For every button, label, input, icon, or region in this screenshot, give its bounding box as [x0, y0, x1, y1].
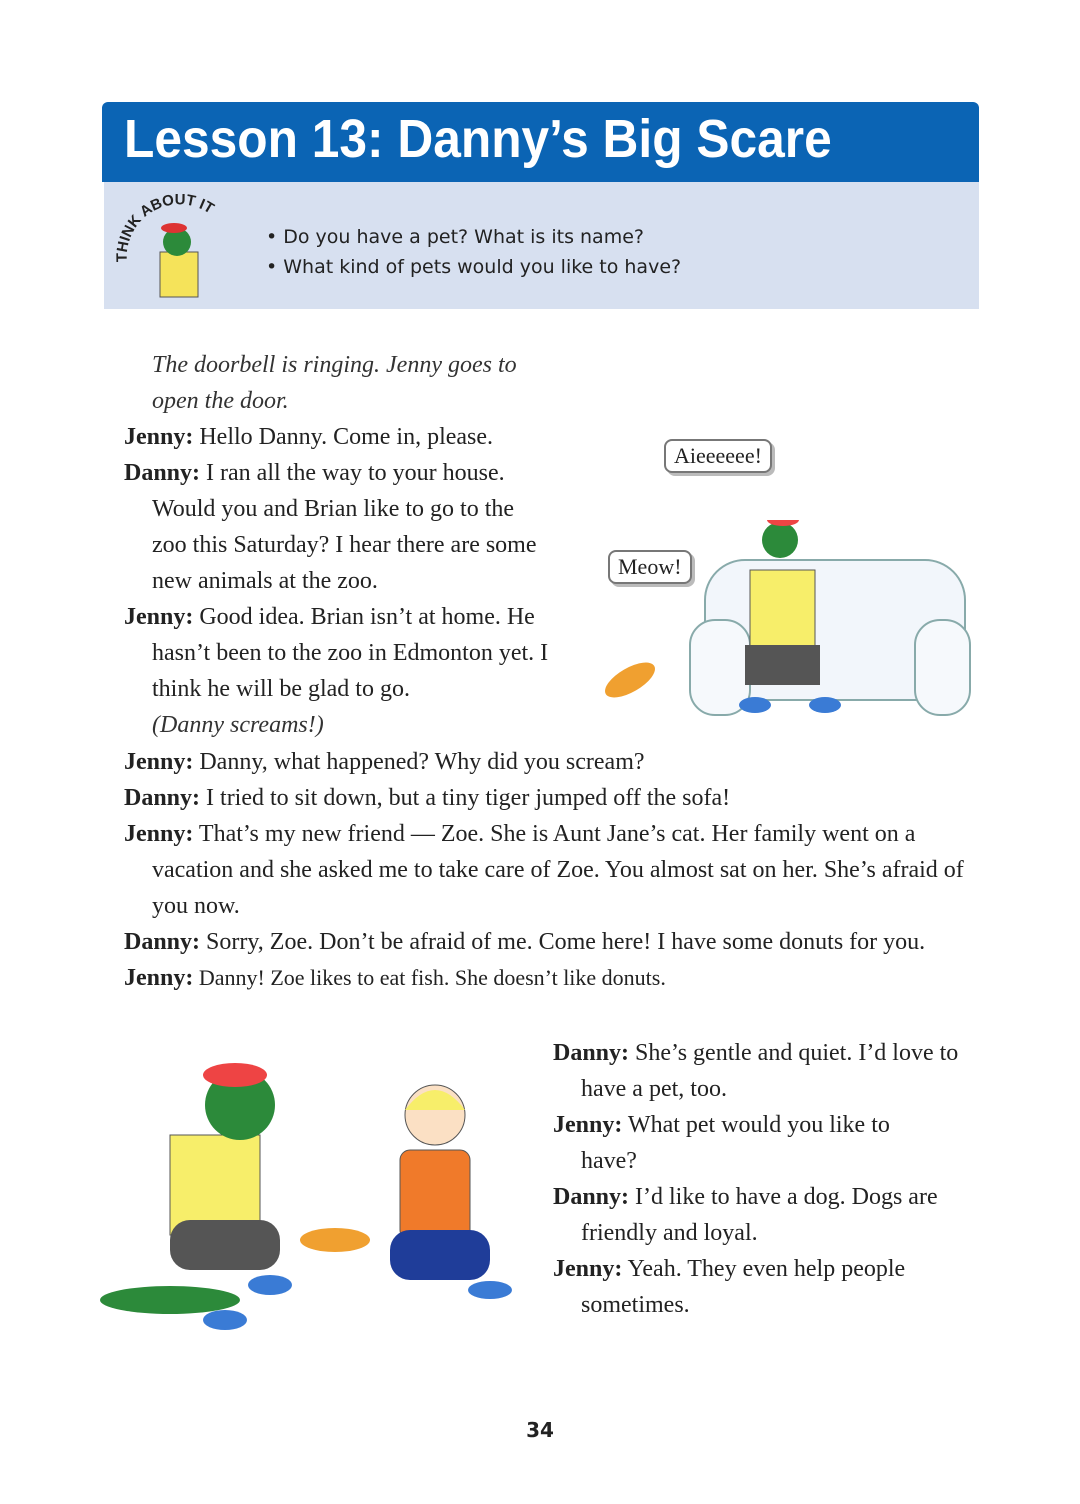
lesson-title-bar	[102, 102, 979, 182]
think-questions	[266, 222, 681, 282]
dialogue-line: Jenny: Danny! Zoe likes to eat fish. She doesn’t like donuts.	[124, 965, 666, 991]
dialogue-line: Jenny: Yeah. They even help people sometimes.	[553, 1256, 906, 1318]
dialogue-line: Jenny: Hello Danny. Come in, please.	[124, 424, 494, 450]
dialogue-line: Jenny: Good idea. Brian isn’t at home. He hasn’t been to the zoo in Edmonton yet. I think he will be glad to go.	[124, 604, 549, 702]
dialogue-line: Danny: She’s gentle and quiet. I’d love to have a pet, too.	[553, 1040, 959, 1102]
dialogue-line: Danny: I ran all the way to your house. Would you and Brian like to go to the zoo this Saturday? I hear there are some new animals at the zoo.	[124, 460, 537, 594]
speech-bubble-cat: Meow!	[608, 550, 692, 584]
question-item: • Do you have a pet? What is its name?	[266, 222, 681, 252]
think-about-it-logo-icon	[112, 192, 242, 302]
stage-direction: (Danny screams!)	[152, 712, 324, 738]
think-about-it-box	[104, 182, 979, 309]
dialogue-line: Danny: Sorry, Zoe. Don’t be afraid of me. Come here! I have some donuts for you.	[124, 929, 926, 955]
stage-direction: The doorbell is ringing. Jenny goes to open the door.	[152, 352, 517, 414]
question-item: • What kind of pets would you like to have?	[266, 252, 681, 282]
dialogue-middle	[124, 744, 974, 996]
dialogue-line: Danny: I tried to sit down, but a tiny tiger jumped off the sofa!	[124, 785, 731, 811]
svg-text:THINK ABOUT IT: THINK ABOUT IT	[113, 192, 217, 263]
page-number: 34	[526, 1418, 554, 1442]
dialogue-line: Danny: I’d like to have a dog. Dogs are friendly and loyal.	[553, 1184, 938, 1246]
speech-bubble-danny: Aieeeeee!	[664, 439, 772, 473]
lesson-title: Lesson 13: Danny’s Big Scare	[124, 109, 832, 169]
dialogue-top	[124, 347, 554, 743]
dialogue-line: Jenny: That’s my new friend — Zoe. She is Aunt Jane’s cat. Her family went on a vacation and she asked me to take care of Zoe. You almost sat on her. She’s afraid of you now.	[124, 821, 964, 919]
dialogue-line: Jenny: Danny, what happened? Why did you scream?	[124, 749, 645, 775]
dialogue-bottom	[553, 1035, 978, 1323]
dialogue-line: Jenny: What pet would you like to have?	[553, 1112, 890, 1174]
danny-jenny-cat-illustration	[100, 1050, 525, 1340]
